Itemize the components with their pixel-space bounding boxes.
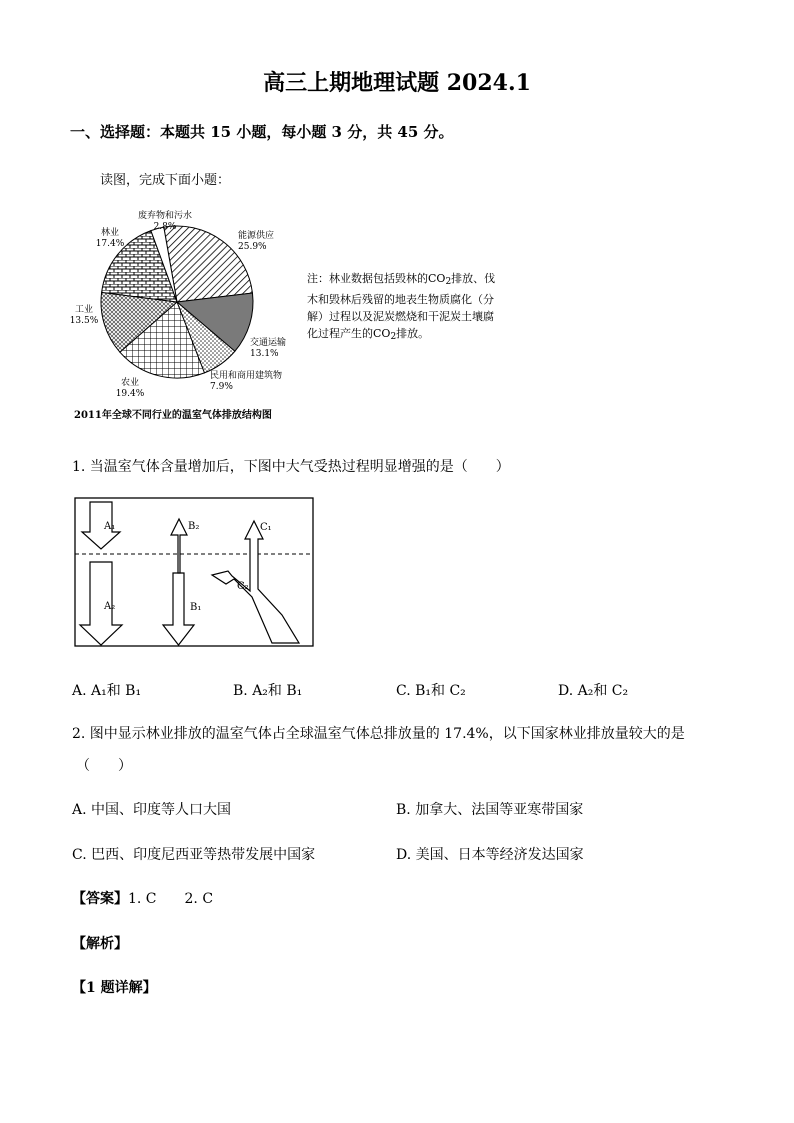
q2-option-c[interactable]: C. 巴西、印度尼西亚等热带发展中国家 (72, 847, 316, 863)
label-b2: B₂ (188, 521, 200, 532)
section-heading: 一、选择题：本题共 15 小题，每小题 3 分，共 45 分。 (70, 123, 454, 141)
heat-process-diagram (74, 497, 316, 649)
q1-option-c[interactable]: C. B₁和 C₂ (396, 683, 466, 699)
page-title: 高三上期地理试题 2024.1 (263, 70, 531, 96)
question-2-paren: （ ） (76, 758, 132, 774)
label-c1: C₁ (260, 522, 272, 533)
question-2-text: 2. 图中显示林业排放的温室气体占全球温室气体总排放量的 17.4%，以下国家林业排放量较大的是 (72, 726, 685, 742)
q1-option-d[interactable]: D. A₂和 C₂ (558, 683, 629, 699)
pie-value-label: 19.4% (115, 389, 145, 399)
pie-value-label: 2.8% (153, 222, 177, 232)
pie-value-label: 13.1% (250, 349, 279, 359)
pie-category-label: 废弃物和污水 (137, 211, 193, 221)
chart-title: 2011年全球不同行业的温室气体排放结构图 (74, 410, 272, 421)
intro-text: 读图，完成下面小题： (100, 173, 231, 188)
q2-option-d[interactable]: D. 美国、日本等经济发达国家 (396, 847, 584, 863)
q2-option-b[interactable]: B. 加拿大、法国等亚寒带国家 (396, 802, 584, 818)
answer-label: 【答案】 (72, 891, 128, 907)
pie-note: 注：林业数据包括毁林的$CO_2$排放、伐木和毁林后残留的地表生物质腐化（分解）过程以及泥炭燃烧和干泥炭土壤腐化过程产生的$CO_2$排放。 (307, 272, 496, 342)
q1-option-b[interactable]: B. A₂和 B₁ (233, 683, 303, 699)
pie-category-label: 民用和商用建筑物 (210, 371, 283, 381)
label-a1: A₁ (104, 521, 116, 532)
pie-value-label: 13.5% (69, 316, 99, 326)
label-b1: B₁ (190, 602, 202, 613)
analysis-heading: 【解析】 (72, 936, 128, 952)
q2-option-a[interactable]: A. 中国、印度等人口大国 (72, 802, 232, 818)
answer-value: 1. C 2. C (128, 891, 214, 907)
detail-heading: 【1 题详解】 (72, 980, 157, 996)
question-1-text: 1. 当温室气体含量增加后，下图中大气受热过程明显增强的是（ ） (72, 459, 510, 475)
pie-value-label: 25.9% (238, 242, 267, 252)
label-a2: A₂ (104, 601, 116, 612)
pie-category-label: 交通运输 (250, 338, 287, 348)
answer-line (72, 888, 213, 908)
label-c2: C₂ (237, 581, 249, 592)
pie-category-label: 农业 (120, 378, 140, 388)
q1-option-a[interactable]: A. A₁和 B₁ (72, 683, 142, 699)
pie-value-label: 7.9% (210, 382, 233, 392)
pie-chart (60, 200, 310, 430)
pie-value-label: 17.4% (95, 239, 125, 249)
pie-category-label: 工业 (74, 305, 94, 315)
pie-category-label: 林业 (100, 228, 120, 238)
pie-category-label: 能源供应 (238, 231, 275, 241)
